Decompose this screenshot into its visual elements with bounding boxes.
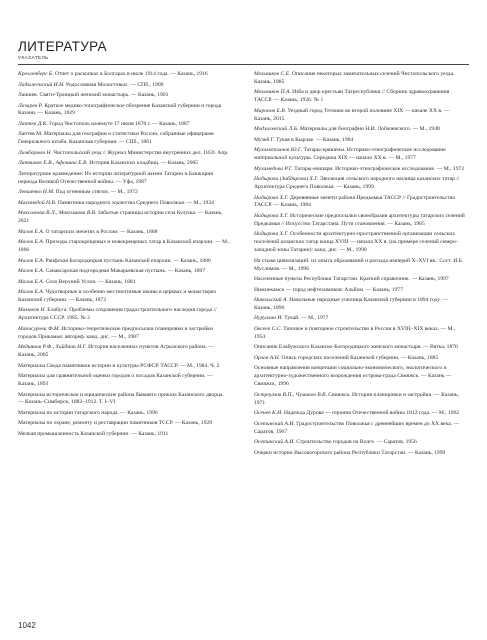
bibliography-entry	[18, 363, 230, 371]
entry-text: Материалы по истории татарского народа. — Казань, 1996	[18, 409, 158, 416]
bibliography-entry	[254, 213, 466, 229]
entry-text: Уездный город Тетюши во второй половине XIX — начале XX в. — Казань, 2015	[254, 107, 450, 122]
entry-text: Чудотворные и особенно местночтимые иконы в церквах и монастырях Казанской губернии. — Казань, 1872	[18, 289, 217, 303]
entry-author: Малов Е.А.	[18, 257, 45, 264]
bibliography-entry	[254, 276, 466, 284]
bibliography-entry	[254, 392, 466, 408]
entry-text: Татары-кряшены. Историко-этнографическое исследование материальной культуры. Середина XIX — начало XX в. — М., 1977	[254, 147, 446, 162]
entry-text: Чистопольский уезд // Журнал Министерства внутренних дел. 1859. Апр.	[51, 149, 229, 156]
entry-text: Село Верхний Услон. — Казань, 1881	[44, 278, 136, 285]
entry-text: Градостроительство Поволжья с древнейших времен до XX века. — Саратов, 1967	[254, 420, 460, 435]
bibliography-entry	[18, 431, 230, 439]
entry-text: Очерки истории Высокогорского района Республики Татарстан. — Казань, 1999	[254, 449, 446, 456]
entry-author: Лазарев Р.	[18, 102, 43, 109]
entry-author: Осенев К.И.	[254, 410, 283, 417]
entry-text: Приходы старокрещеных и новокрещеных татар в Казанской епархии. — М., 1866	[18, 239, 230, 254]
bibliography-entry	[18, 171, 230, 187]
entry-author: Мельников П.А.	[254, 89, 291, 96]
entry-text: Деревянные мечети района Предкамья ТАССР // Градостроительство ТАССР. — Казань, 1984	[254, 194, 456, 209]
header-rule	[18, 64, 469, 65]
bibliography-entry	[254, 326, 466, 342]
entry-text: Санаксарская подгородная Макарьевская пустынь. — Казань, 1897	[44, 268, 206, 275]
entry-author: Крелленберг Б.	[18, 71, 54, 77]
entry-text: Описание некоторых замечательных селений Чистопольского уезда. Казань, 1885	[254, 71, 455, 85]
entry-text: Под огненным стягом. — М., 1972	[54, 189, 138, 196]
bibliography-entry	[254, 137, 466, 145]
bibliography-entry	[254, 126, 466, 134]
entry-author: Ладыженский И.Н.	[18, 81, 65, 88]
entry-text: Описание Елабужского Казанско-Богородицкого женского монастыря. — Вятка, 1870	[254, 344, 458, 351]
entry-text: Нижнекамск — город нефтехимиков: Альбом. — Казань, 1977	[254, 286, 404, 293]
entry-text: Материалы для сравнительной оценки городов о посадов Казанской губернии. — Казань, 1893	[18, 373, 213, 388]
bibliography-entry	[254, 450, 466, 458]
entry-author: Надырова Х.Г.	[254, 212, 289, 219]
bibliography-entry	[18, 160, 230, 168]
entry-text: Мелкая промышленность Казанской губернии. — Казань, 1911	[18, 430, 169, 437]
entry-text: История Казанских кладбищ. — Казань, 2005	[87, 160, 199, 167]
bibliography-entry	[254, 258, 466, 274]
bibliography-entry	[18, 121, 230, 129]
entry-text: Типовое и повторное строительство в России в XVIII–XIX веках. — М., 1954	[254, 325, 456, 340]
bibliography-entry	[254, 421, 466, 437]
bibliography-entry	[254, 108, 466, 124]
entry-text: Город Чистополь наземуте 17 июня 1870 г. — Казань, 1887	[47, 120, 190, 127]
entry-author: Лимберман Н.	[18, 149, 52, 156]
entry-text: Музей Г. Тукая в Кырлае. — Казань, 1984	[254, 136, 354, 143]
bibliography-entry	[18, 82, 230, 90]
entry-author: Медиянов Р.Ф., Хайдина Н.Г.	[18, 344, 87, 351]
entry-author: Махомедой Н.В.	[18, 199, 57, 206]
bibliography-entry	[18, 210, 230, 226]
entry-text: Лаишев. Святи-Троицкий женский монастырь. — Казань, 1901	[18, 92, 169, 98]
bibliography-entry	[254, 166, 466, 174]
entry-author: Надырова (Зибдирова) Х.Г.	[254, 176, 319, 183]
entry-text: Раифская Богородицкая пустынь Казанской епархии. — Казань, 1880	[44, 257, 211, 264]
entry-author: Максимова В.Л., Максимова В.В.	[18, 210, 97, 217]
bibliography-entry	[18, 373, 230, 389]
bibliography-entry	[254, 344, 466, 352]
bibliography-entry	[254, 355, 466, 363]
entry-author: Никольский А.	[254, 297, 288, 304]
bibliography-entry	[18, 279, 230, 287]
entry-text: Забытые страницы истории села Кулуша. — Казань, 2021	[18, 210, 223, 225]
entry-author: Литвинов Е.В., Афонина Е.В.	[18, 160, 88, 167]
entry-author: Надырова Х.Г.	[254, 231, 289, 238]
entry-text: О татарских мечетях в России. — Казань, 1868	[44, 228, 158, 235]
left-column	[18, 71, 230, 441]
entry-text: Тукай. — М., 1977	[282, 315, 329, 322]
bibliography-entry	[18, 307, 230, 323]
bibliography-entry	[18, 71, 230, 79]
bibliography-entry	[18, 200, 230, 208]
bibliography-entry	[254, 297, 466, 313]
bibliography-entry	[18, 229, 230, 237]
entry-text: Основные направления концепции социально-экономического, экологического и архитектурно-художественного возрождения острова-града Свияжск. — Казань — Свияжск, 1996	[254, 365, 452, 388]
bibliography-entry	[254, 315, 466, 323]
entry-author: Осетинский А.И.	[254, 420, 295, 427]
entry-text: Материалы для биографии Н.И. Лобачевского. — М., 1948	[298, 126, 440, 133]
entry-text: На стыке цивилизаций: из опыта образований и распада империй X–XVI вв.: Сост. И.Б. Муслимов. — М., 1996	[254, 257, 464, 272]
bibliography-entry	[18, 410, 230, 418]
bibliography-entry	[18, 289, 230, 305]
entry-text: Исторические предпосылки своеобразия архитектуры татарских селений Предкамья // Искусство Татарстана: Пути становления. — Казань, 1985	[254, 212, 465, 227]
bibliography-entry	[18, 189, 230, 197]
entry-author: Мухамедова Р.Г.	[254, 165, 293, 172]
bibliography-entry	[254, 195, 466, 211]
right-column	[254, 71, 466, 460]
entry-author: Малов Е.А.	[18, 278, 45, 285]
entry-author: Мамеков Н.	[18, 307, 46, 314]
entry-author: Левшенко Н.М.	[18, 189, 55, 196]
entry-text: Материалы по охране, ремонту и реставрации памятников ТССР. — Казань, 1929	[18, 420, 213, 427]
entry-text: Материалы Свода памятников истории и культуры РСФСР. ТАССР. — М., 1984. Ч. 2	[18, 362, 220, 369]
bibliography-entry	[254, 71, 466, 87]
bibliography-entry	[254, 365, 466, 389]
bibliography-entry	[254, 89, 466, 105]
entry-text: Родословная Молостовых. — СПб., 1909	[64, 81, 164, 88]
entry-author: Нуруллин И.	[254, 315, 283, 322]
entry-text: Населенные пункты Республики Татарстан. Краткий справочник. — Казань, 1997	[254, 276, 449, 283]
bibliography-entry	[18, 239, 230, 255]
entry-author: Мельников С.Е.	[254, 71, 291, 77]
entry-text: Строительство городов на Волге. — Саратов, 1956	[294, 439, 417, 445]
entry-author: Малов Е.А.	[18, 228, 45, 235]
entry-text: Материалы историческое и юридические района бывшего приказа Казанского дворца. — Казань–Симбирск, 1882–1912. Т. I–VI	[18, 391, 224, 406]
bibliography-entry	[254, 147, 466, 163]
bibliography-entry	[254, 410, 466, 418]
bibliography-entry	[18, 92, 230, 100]
entry-author: Остроумов В.П., Чумаков В.В.	[254, 391, 327, 398]
entry-author: Миронов Е.В.	[254, 107, 287, 114]
entry-text: История населенных пунктов Агрызского района. — Казань, 2005	[18, 344, 215, 359]
entry-text: Литературное краеведение: Из истории литературной жизни Татарии и Башкирии периода Великой Отечественной войны. — Уфа, 1987	[18, 170, 214, 185]
entry-text: Памятники народного зодчества Среднего Поволжья. — М., 1934	[56, 199, 214, 206]
bibliography-entry	[18, 268, 230, 276]
entry-author: Малов Е.А.	[18, 289, 45, 296]
entry-text: Отчет о раскопках в Болгарах в июле 1914 года. — Казань, 1916	[53, 71, 208, 77]
entry-text: Начальные народные училища Казанской губернии в 1894 году. — Казань, 1896	[254, 297, 449, 311]
page-number: 1042	[18, 621, 36, 630]
bibliography-entry	[18, 131, 230, 147]
entry-text: Надежда Дурова — героиня Отечественной войны 1812 года. — М., 1962	[282, 410, 460, 417]
entry-author: Модзалевский Л.Б.	[254, 126, 299, 133]
entry-text: Свияжск. История планировки и застройки. — Казань, 1971	[254, 391, 459, 406]
entry-text: Опись городских поселений Казанской губернии. — Казань, 1885	[280, 354, 439, 361]
section-label: УКАЗАТЕЛЬ	[18, 56, 49, 61]
entry-text: Историко-теоретические предпосылки планировки и застройки городов Прикамья: автореф. канд. дис. — М., 1987	[18, 325, 213, 340]
entry-author: Лаптев Д.К.	[18, 120, 48, 127]
entry-author: Малов Е.А.	[18, 268, 45, 275]
entry-text: Краткое медико-топографическое обозрение Казанской губернии и города Казани. — Казань, 1829	[18, 102, 222, 117]
entry-text: Эволюция сельского народного жилища казанских татар // Архитектура Среднего Поволжья. — Казань, 1999	[254, 176, 460, 191]
bibliography-entry	[18, 326, 230, 342]
entry-text: Изба и двор крестьян Татреспублики // Сборник здравоохранения ТАССР. — Казань, 1926. № 1	[254, 89, 450, 104]
bibliography-entry	[18, 392, 230, 408]
bibliography-entry	[254, 439, 466, 447]
bibliography-entry	[18, 258, 230, 266]
bibliography-entry	[18, 420, 230, 428]
bibliography-entry	[18, 103, 230, 119]
bibliography-entry	[18, 344, 230, 360]
bibliography-entry	[254, 231, 466, 255]
entry-author: Овсеев С.С.	[254, 325, 282, 332]
entry-text: Особенности архитектурно-пространственной организации сельских поселений казанских татар конца XVIII — начала XX в. (на примере селений северо-западной зоны Татарии): канд. дис. — М., 1990	[254, 231, 458, 254]
entry-author: Малов Е.А.	[18, 239, 45, 246]
entry-author: Мухаметзанов Ю.Г.	[254, 147, 303, 154]
bibliography-entry	[254, 176, 466, 192]
bibliography-entry	[18, 150, 230, 158]
entry-author: Осетинский А.И.	[254, 439, 295, 445]
entry-text: Лаптев М. Материалы для географии и статистики России, собранные офицерами Генерального штаба. Казанская губерния. — СПб., 1861	[18, 131, 214, 146]
entry-author: Манжурова Ф.М.	[18, 325, 60, 332]
bibliography-entry	[254, 287, 466, 295]
page-heading: ЛИТЕРАТУРА	[18, 39, 107, 54]
entry-author: Надырова Х.Г.	[254, 194, 289, 201]
entry-text: Елабуга: Проблемы сохранения градостроительного наследия города // Архитектура СССР. 1985. № 2	[18, 307, 217, 322]
entry-text: Татары-мишари. Историко-этнографическое исследование. — М., 1972	[292, 165, 465, 172]
entry-author: Орлов А.Н.	[254, 354, 281, 361]
